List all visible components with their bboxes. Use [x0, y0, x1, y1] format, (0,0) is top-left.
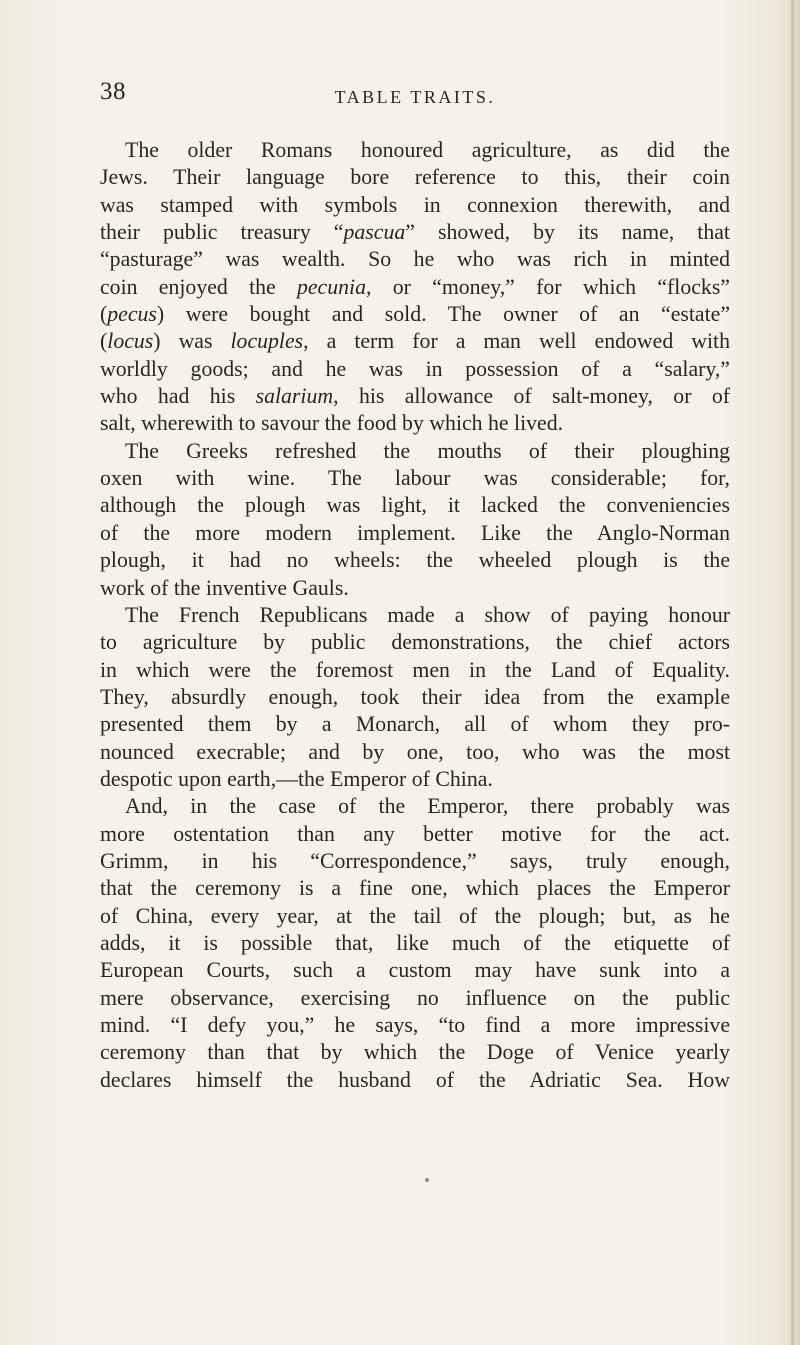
text-line: more ostentation than any better motive for the act. [100, 821, 730, 846]
text-line: oxen with wine. The labour was considerable; for, [100, 466, 730, 491]
text-line: was stamped with symbols in connexion therewith, and [100, 192, 730, 217]
text-line: nounced execrable; and by one, too, who was the most [100, 739, 730, 764]
text-line: The older Romans honoured agriculture, as did the [125, 138, 730, 162]
printer-mark [425, 1178, 429, 1182]
text-line: (locus) was locuples, a term for a man well endowed with [100, 329, 730, 354]
text-line: The French Republicans made a show of paying honour [125, 602, 730, 627]
text-line: declares himself the husband of the Adriatic Sea. How [100, 1067, 730, 1092]
text-line: The Greeks refreshed the mouths of their ploughing [125, 438, 730, 463]
text-line: coin enjoyed the pecunia, or “money,” for which “flocks” [100, 274, 730, 299]
text-line: that the ceremony is a fine one, which places the Emperor [100, 876, 730, 901]
text-line: And, in the case of the Emperor, there probably was [125, 794, 730, 819]
text-line: worldly goods; and he was in possession of a “salary,” [100, 356, 730, 381]
text-line: Jews. Their language bore reference to this, their coin [100, 165, 730, 190]
text-line: They, absurdly enough, took their idea from the example [100, 684, 730, 709]
text-line: work of the inventive Gauls. [100, 575, 349, 600]
text-line: “pasturage” was wealth. So he who was rich in minted [100, 247, 730, 272]
text-line: Grimm, in his “Correspondence,” says, truly enough, [100, 848, 730, 873]
text-line: mere observance, exercising no influence on the public [100, 985, 730, 1010]
text-line: to agriculture by public demonstrations, the chief actors [100, 630, 730, 655]
text-line: salt, wherewith to savour the food by which he lived. [100, 411, 564, 436]
text-line: who had his salarium, his allowance of salt-money, or of [100, 384, 730, 409]
text-line: adds, it is possible that, like much of the etiquette of [100, 930, 730, 955]
text-line: (pecus) were bought and sold. The owner of an “estate” [100, 302, 730, 327]
text-line: their public treasury “pascua” showed, by its name, that [100, 220, 730, 245]
body-text [100, 137, 730, 1094]
page-number: 38 [100, 78, 126, 105]
text-line: of the more modern implement. Like the Anglo-Norman [100, 520, 730, 545]
running-head: TABLE TRAITS. [334, 87, 496, 107]
text-line: despotic upon earth,—the Emperor of China. [100, 766, 493, 791]
page-edge [791, 0, 794, 1345]
text-line: presented them by a Monarch, all of whom they pro- [100, 712, 730, 737]
text-line: although the plough was light, it lacked the conveniencies [100, 493, 730, 518]
page-header [100, 78, 730, 118]
text-line: mind. “I defy you,” he says, “to find a more impressive [100, 1013, 730, 1037]
text-line: plough, it had no wheels: the wheeled plough is the [100, 548, 730, 573]
text-line: European Courts, such a custom may have sunk into a [100, 958, 730, 983]
text-line: in which were the foremost men in the Land of Equality. [100, 657, 730, 682]
text-line: of China, every year, at the tail of the plough; but, as he [100, 903, 730, 928]
text-line: ceremony than that by which the Doge of Venice yearly [100, 1040, 730, 1065]
